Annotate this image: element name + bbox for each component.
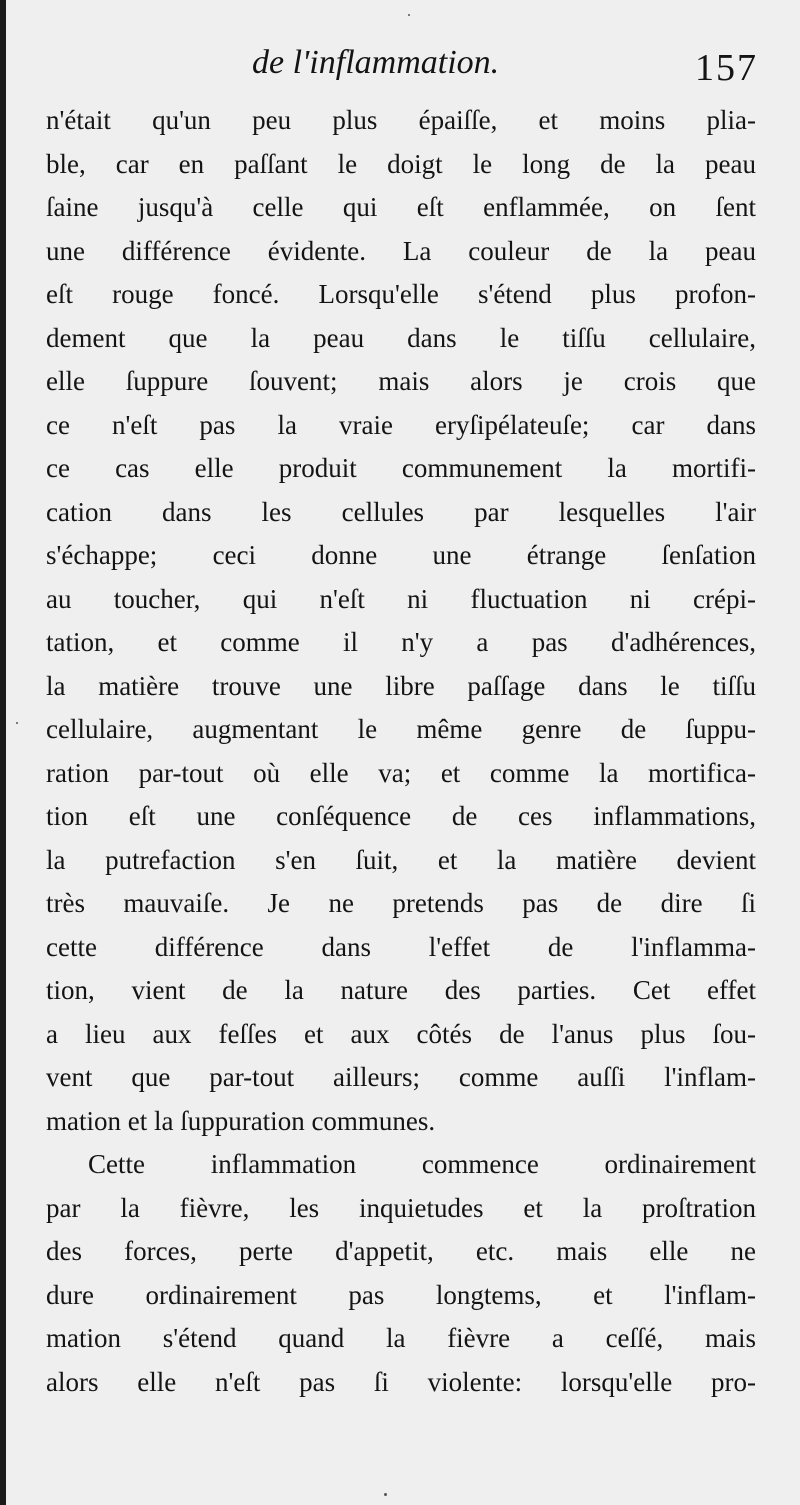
text-line: des forces, perte d'appetit, etc. mais elle ne bbox=[46, 1236, 756, 1266]
text-line: la matière trouve une libre paſſage dans le tiſſu bbox=[46, 670, 756, 701]
paper-speck bbox=[384, 1493, 387, 1496]
text-line: au toucher, qui n'eſt ni fluctuation ni crépi- bbox=[46, 583, 756, 614]
text-line: n'était qu'un peu plus épaiſſe, et moins plia- bbox=[46, 105, 756, 135]
paper-speck bbox=[408, 14, 410, 16]
text-line: la putrefaction s'en ſuit, et la matière devient bbox=[46, 844, 756, 875]
text-line: dure ordinairement pas longtems, et l'inflam- bbox=[46, 1279, 756, 1310]
text-line: très mauvaiſe. Je ne pretends pas de dire ſi bbox=[46, 888, 756, 918]
paper-speck bbox=[16, 722, 18, 724]
text-line: ce cas elle produit communement la mortifi- bbox=[46, 453, 756, 483]
text-line: mation s'étend quand la fièvre a ceſſé, mais bbox=[46, 1323, 756, 1353]
text-line: a lieu aux feſſes et aux côtés de l'anus plus ſou- bbox=[46, 1018, 756, 1049]
text-line: par la fièvre, les inquietudes et la proſtration bbox=[46, 1192, 756, 1223]
text-line: tion, vient de la nature des parties. Cet effet bbox=[46, 975, 756, 1005]
body-text bbox=[46, 99, 756, 1404]
page-number: 157 bbox=[695, 47, 758, 89]
text-line: ration par-tout où elle va; et comme la mortifica- bbox=[46, 757, 756, 788]
text-line: alors elle n'eſt pas ſi violente: lorsqu'elle pro- bbox=[46, 1366, 756, 1397]
text-line: tation, et comme il n'y a pas d'adhérences, bbox=[46, 627, 756, 657]
text-line: cette différence dans l'effet de l'inflamma- bbox=[46, 931, 756, 962]
text-line: vent que par-tout ailleurs; comme auſſi l'inflam- bbox=[46, 1062, 756, 1092]
text-line: ble, car en paſſant le doigt le long de la peau bbox=[46, 148, 756, 179]
text-line: une différence évidente. La couleur de la peau bbox=[46, 235, 756, 266]
page-header bbox=[0, 44, 800, 94]
running-head: de l'inflammation. bbox=[252, 44, 500, 81]
text-line: dement que la peau dans le tiſſu cellulaire, bbox=[46, 322, 756, 353]
page-edge-shadow bbox=[0, 0, 6, 1505]
text-line: cellulaire, augmentant le même genre de ſuppu- bbox=[46, 714, 756, 744]
text-line: ſaine jusqu'à celle qui eſt enflammée, on ſent bbox=[46, 192, 756, 222]
text-line: ce n'eſt pas la vraie eryſipélateuſe; car dans bbox=[46, 409, 756, 440]
text-line: tion eſt une conſéquence de ces inflammations, bbox=[46, 801, 756, 831]
text-line: eſt rouge foncé. Lorsqu'elle s'étend plus profon- bbox=[46, 279, 756, 309]
text-line: s'échappe; ceci donne une étrange ſenſation bbox=[46, 540, 756, 570]
text-line: Cette inflammation commence ordinairement bbox=[88, 1149, 756, 1179]
text-line: elle ſuppure ſouvent; mais alors je crois que bbox=[46, 366, 756, 396]
text-line: cation dans les cellules par lesquelles l'air bbox=[46, 496, 756, 527]
text-line: mation et la ſuppuration communes. bbox=[46, 1105, 436, 1136]
